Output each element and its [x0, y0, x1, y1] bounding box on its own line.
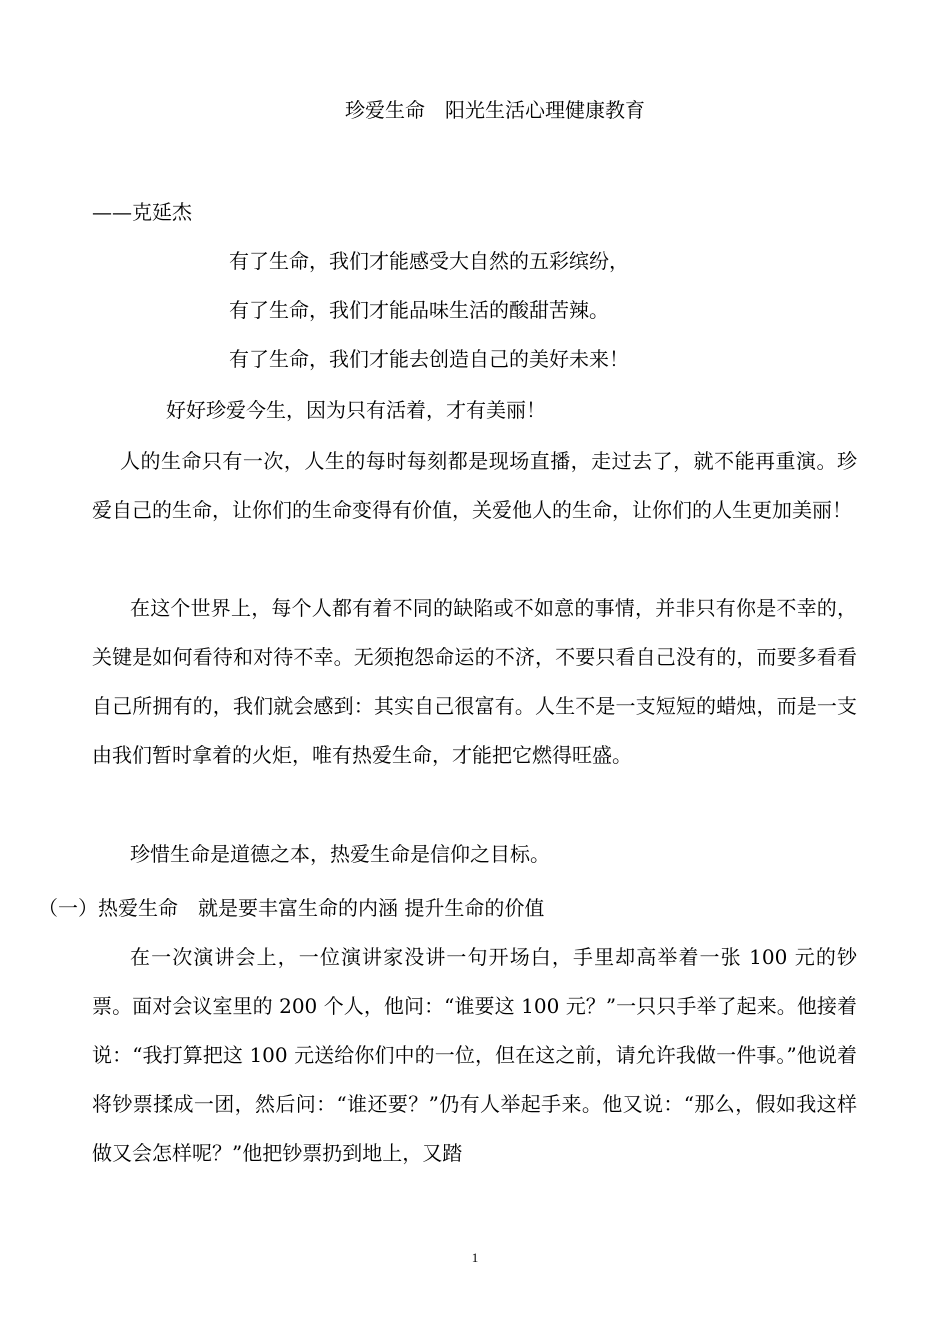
- body-paragraph: 在这个世界上，每个人都有着不同的缺陷或不如意的事情，并非只有你是不幸的，关键是如何看待和对待不幸。无须抱怨命运的不济，不要只看自己没有的，而要多看看自己所拥有的，我们就会感到：其实自己很富有。人生不是一支短短的蜡烛，而是一支由我们暂时拿着的火炬，唯有热爱生命，才能把它燃得旺盛。: [92, 596, 857, 767]
- poem-line: 有了生命，我们才能品味生活的酸甜苦辣。: [229, 298, 609, 322]
- page-number: 1: [471, 1250, 479, 1265]
- motto-line: 好好珍爱今生，因为只有活着，才有美丽！: [166, 398, 546, 422]
- body-paragraph: 人的生命只有一次，人生的每时每刻都是现场直播，走过去了，就不能再重演。珍爱自己的生命，让你们的生命变得有价值，关爱他人的生命，让你们的人生更加美丽！: [92, 449, 857, 522]
- document-title: 珍爱生命 阳光生活心理健康教育: [345, 98, 645, 122]
- story-paragraph: 在一次演讲会上，一位演讲家没讲一句开场白，手里却高举着一张 100 元的钞票。面对会议室里的 200 个人，他问：“谁要这 100 元？”一只只手举了起来。他接着说：“我打算把这 100 元送给你们中的一位，但在这之前，请允许我做一件事。”他说着将钞票揉成一团，然后问：“谁还要？”仍有人举起手来。他又说：“那么，假如我这样做又会怎样呢？”他把钞票扔到地上，又踏: [92, 945, 857, 1165]
- section-heading: （一）热爱生命 就是要丰富生命的内涵 提升生命的价值: [38, 896, 545, 920]
- poem-line: 有了生命，我们才能感受大自然的五彩缤纷，: [229, 249, 629, 273]
- poem-line: 有了生命，我们才能去创造自己的美好未来！: [229, 347, 629, 371]
- body-paragraph: 珍惜生命是道德之本，热爱生命是信仰之目标。: [130, 842, 550, 866]
- author-line: ——克延杰: [92, 200, 192, 224]
